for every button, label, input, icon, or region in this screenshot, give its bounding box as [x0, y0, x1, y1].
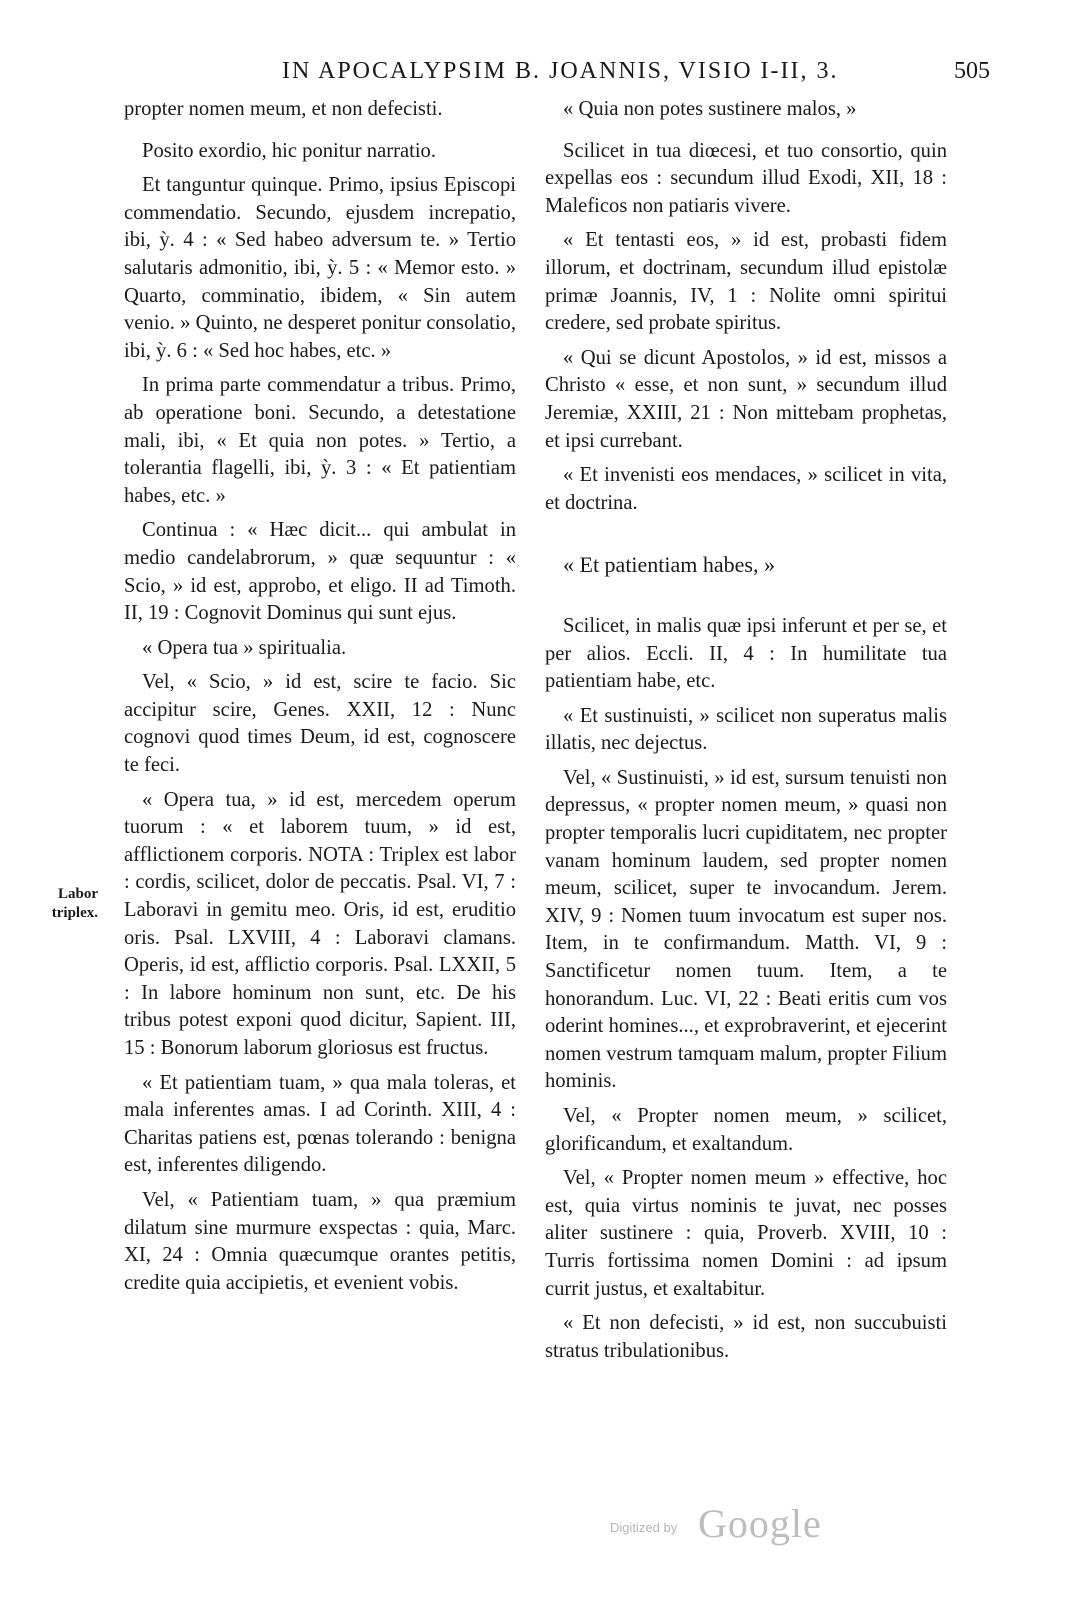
- paragraph: « Et invenisti eos mendaces, » scilicet in vita, et doctrina.: [545, 464, 947, 514]
- paragraph: « Qui se dicunt Apostolos, » id est, missos a Christo « esse, et non sunt, » secundum illud Jeremiæ, XXIII, 21 : Non mittebam prophetas, et ipsi currebant.: [545, 346, 947, 452]
- paragraph: Et tanguntur quinque. Primo, ipsius Episcopi commendatio. Secundo, ejusdem increpatio, ibi, ỳ. 4 : « Sed habeo adversum te. » Tertio salutaris admonitio, ibi, ỳ. 5 : « Memor esto. » Quarto, comminatio, ibidem, « Sin autem venio. » Quinto, ne desperet ponitur consolatio, ibi, ỳ. 6 : « Sed hoc habes, etc. »: [124, 174, 516, 362]
- paragraph: « Quia non potes sustinere malos, »: [563, 98, 857, 120]
- left-column: [124, 96, 516, 1304]
- digitized-watermark: [610, 1500, 840, 1544]
- paragraph: Continua : « Hæc dicit... qui ambulat in medio candelabrorum, » quæ sequuntur : « Scio, » id est, approbo, et eligo. II ad Timoth. II, 19 : Cognovit Dominus qui sunt ejus.: [124, 519, 516, 625]
- paragraph: Scilicet, in malis quæ ipsi inferunt et per se, et per alios. Eccli. II, 4 : In humilitate tua patientiam habe, etc.: [545, 614, 947, 693]
- paragraph: Vel, « Scio, » id est, scire te facio. Sic accipitur scire, Genes. XXII, 12 : Nunc cognovi quod times Deum, id est, cognoscere te feci.: [124, 671, 516, 777]
- paragraph: « Et tentasti eos, » id est, probasti fidem illorum, et doctrinam, secundum illud epistolæ primæ Joannis, IV, 1 : Nolite omni spiritui credere, sed probate spiritus.: [545, 229, 947, 335]
- paragraph: « Opera tua, » id est, mercedem operum tuorum : « et laborem tuum, » id est, afflictionem corporis. NOTA : Triplex est labor : cordis, scilicet, dolor de peccatis. Psal. VI, 7 : Laboravi in gemitu meo. Oris, id est, eruditio oris. Psal. LXVIII, 4 : Laboravi clamans. Operis, id est, afflictio corporis. Psal. LXXII, 5 : In labore hominum non sunt, etc. De his tribus potest exponi quod dicitur, Sapient. III, 15 : Bonorum laborum gloriosus est fructus.: [124, 788, 516, 1059]
- paragraph: Scilicet in tua diœcesi, et tuo consortio, quin expellas eos : secundum illud Exodi, XII, 18 : Maleficos non patiaris vivere.: [545, 139, 947, 217]
- paragraph: Vel, « Sustinuisti, » id est, sursum tenuisti non depressus, « propter nomen meum, » quasi non propter temporalis lucri cupiditatem, nec propter vanam hominum laudem, sed propter nomen meum, scilicet, super te invocandum. Jerem. XIV, 9 : Nomen tuum invocatum est super nos. Item, in te confirmandum. Matth. VI, 9 : Sanctificetur nomen tuum. Item, a te honorandum. Luc. VI, 22 : Beati eritis cum vos oderint homines..., et exprobraverint, et ejecerint nomen vestrum tamquam malum, propter Filium hominis.: [545, 766, 947, 1093]
- section-heading: « Et patientiam habes, »: [563, 552, 775, 578]
- paragraph: « Et patientiam tuam, » qua mala toleras, et mala inferentes amas. I ad Corinth. XIII, 4 : Charitas patiens est, pœnas tolerando : benigna est, inferentes diligendo.: [124, 1071, 516, 1177]
- margin-note: Labor triplex.: [51, 886, 98, 921]
- google-logo: Google: [698, 1501, 822, 1546]
- paragraph: In prima parte commendatur a tribus. Primo, ab operatione boni. Secundo, a detestatione mali, ibi, « Et quia non potes. » Tertio, a tolerantia flagelli, ibi, ỳ. 3 : « Et patientiam habes, etc. »: [124, 374, 516, 507]
- paragraph: « Et non defecisti, » id est, non succubuisti stratus tribulationibus.: [545, 1312, 947, 1362]
- page-header: [270, 58, 990, 94]
- page-number: 505: [954, 58, 990, 84]
- paragraph: Vel, « Propter nomen meum » effective, hoc est, quia virtus nominis te juvat, nec posses aliter sustinere : quia, Proverb. XVIII, 10 : Turris fortissima nomen Domini : ad ipsum currit justus, et exaltabitur.: [545, 1167, 947, 1300]
- paragraph: « Opera tua » spiritualia.: [142, 636, 347, 659]
- paragraph: Posito exordio, hic ponitur narratio.: [142, 139, 436, 162]
- paragraph: propter nomen meum, et non defecisti.: [124, 98, 443, 120]
- running-title: IN APOCALYPSIM B. JOANNIS, VISIO I-II, 3.: [282, 58, 839, 84]
- digitized-by-label: Digitized by: [610, 1520, 678, 1535]
- paragraph: Vel, « Propter nomen meum, » scilicet, glorificandum, et exaltandum.: [545, 1105, 947, 1155]
- paragraph: « Et sustinuisti, » scilicet non superatus malis illatis, nec dejectus.: [545, 704, 947, 755]
- paragraph: Vel, « Patientiam tuam, » qua præmium dilatum sine murmure exspectas : quia, Marc. XI, 24 : Omnia quæcumque orantes petitis, credite quia accipietis, et evenient vobis.: [124, 1188, 516, 1294]
- right-column: [545, 96, 947, 1372]
